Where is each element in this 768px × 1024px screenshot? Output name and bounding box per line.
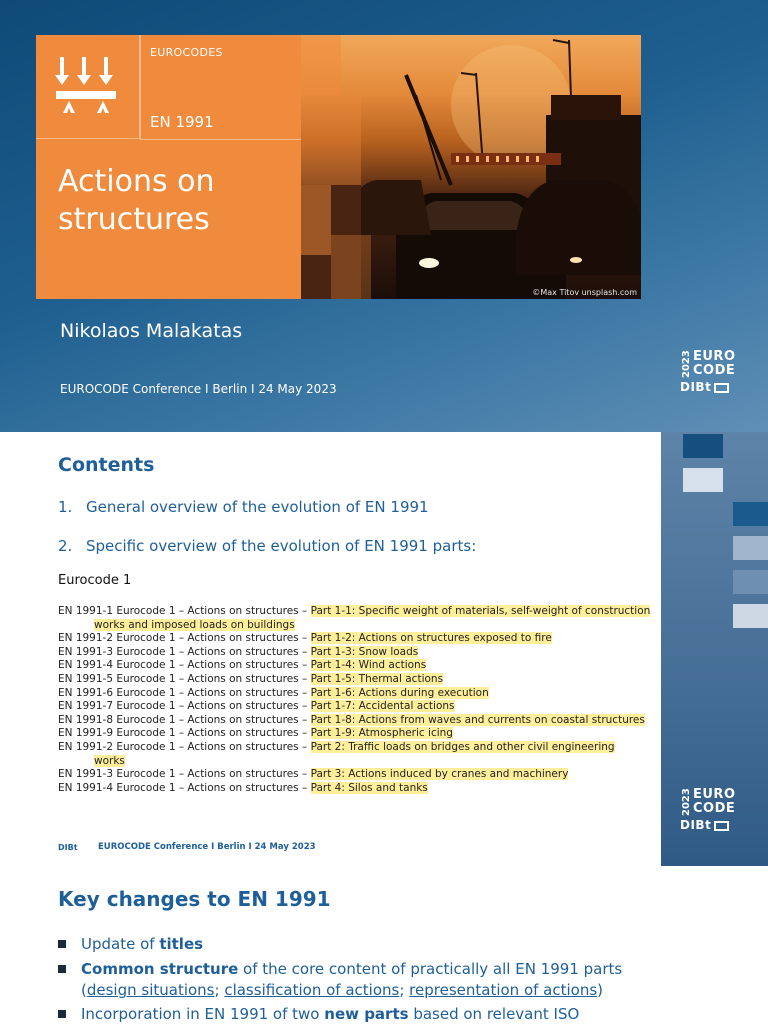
decor-square [733,502,768,526]
cover-graphic [36,35,641,299]
bullet-text: Incorporation in EN 1991 of two [81,1005,325,1023]
logo-year: 2023 [681,350,692,378]
series-label: EUROCODES [150,46,223,59]
toc-text: General overview of the evolution of EN 1991 [86,498,429,516]
bullet-square-icon [58,940,66,948]
part-prefix: EN 1991-5 Eurocode 1 – Actions on structures – [58,672,311,685]
decor-square [733,570,768,594]
part-row [58,632,658,646]
part-title: Part 2: Traffic loads on bridges and other civil engineering [310,740,615,753]
part-prefix: EN 1991-2 Eurocode 1 – Actions on structures – [58,740,311,753]
decor-square [733,536,768,560]
part-row [58,700,658,714]
bullet-bold: Common structure [81,960,239,978]
logo-dibt: DIBt [680,818,712,832]
toc-item [58,498,429,516]
bullet-text: based on relevant ISO [408,1005,580,1023]
footer-conference: EUROCODE Conference I Berlin I 24 May 2023 [98,842,316,852]
part-row [58,768,658,782]
author-name: Nikolaos Malakatas [60,320,243,342]
part-row [58,727,658,741]
parts-list [58,605,658,795]
part-title-cont: works [94,754,125,767]
conference-info: EUROCODE Conference I Berlin I 24 May 2023 [60,382,337,396]
part-prefix: EN 1991-6 Eurocode 1 – Actions on structures – [58,686,311,699]
bullet-bold: new parts [324,1005,409,1023]
bullet-text: ; [214,981,225,999]
part-prefix: EN 1991-4 Eurocode 1 – Actions on structures – [58,781,311,794]
toc-text: Specific overview of the evolution of EN 1991 parts: [86,537,477,555]
logo-year: 2023 [681,788,692,816]
toc-number: 1. [58,498,73,516]
part-row-continued [58,619,658,633]
footer-org: DIBt [58,843,78,852]
bullet-bold: titles [159,935,204,953]
cover-title-line2: structures [58,202,210,237]
bullet-square-icon [58,965,66,973]
part-prefix: EN 1991-3 Eurocode 1 – Actions on structures – [58,645,311,658]
link-representation-of-actions[interactable]: representation of actions [409,981,598,999]
part-prefix: EN 1991-7 Eurocode 1 – Actions on structures – [58,700,311,713]
cover-title [58,163,215,239]
decor-block [301,35,341,95]
bullet-text: of the core content of practically all EN 1991 parts [238,960,623,978]
bullet-item [58,1004,658,1024]
key-changes-slide [0,866,768,1024]
link-design-situations[interactable]: design situations [86,981,215,999]
part-title: Part 1-9: Atmospheric icing [310,727,453,740]
contents-slide [0,432,768,866]
decor-square [683,468,723,492]
part-prefix: EN 1991-9 Eurocode 1 – Actions on structures – [58,727,311,740]
part-title: Part 1-1: Specific weight of materials, self-weight of construction [310,605,651,617]
decor-block [331,235,371,299]
bullet-text: ( [81,981,87,999]
key-changes-title: Key changes to EN 1991 [58,887,331,911]
part-row [58,714,658,728]
part-title: Part 1-6: Actions during execution [310,686,489,699]
cover-title-line1: Actions on [58,164,215,199]
side-panel [661,432,768,866]
logo-code: CODE [693,363,736,378]
part-title: Part 3: Actions induced by cranes and machinery [310,768,569,781]
bullet-text: Update of [81,935,160,953]
part-row [58,673,658,687]
bullet-item [58,959,658,1001]
part-row [58,741,658,755]
eurocode-label: Eurocode 1 [58,573,132,588]
link-classification-of-actions[interactable]: classification of actions [224,981,400,999]
bullet-text: ; [399,981,410,999]
logo-square-icon [714,383,729,393]
logo-dibt: DIBt [680,380,712,394]
logo-euro: EURO [693,349,736,364]
part-title: Part 1-4: Wind actions [310,659,427,672]
eurocodes-logo [36,35,140,139]
title-slide [0,0,768,432]
load-arrows-icon [36,35,140,139]
decor-square [733,604,768,628]
part-prefix: EN 1991-3 Eurocode 1 – Actions on structures – [58,768,311,781]
part-row-continued [58,755,658,769]
decor-block [301,95,361,185]
part-prefix: EN 1991-2 Eurocode 1 – Actions on structures – [58,632,311,645]
part-title: Part 1-5: Thermal actions [310,672,444,685]
part-row [58,605,658,619]
logo-euro: EURO [693,787,736,802]
part-prefix: EN 1991-4 Eurocode 1 – Actions on structures – [58,659,311,672]
part-title: Part 4: Silos and tanks [310,781,428,794]
part-title: Part 1-3: Snow loads [310,645,419,658]
part-row [58,659,658,673]
part-row [58,646,658,660]
contents-title: Contents [58,454,155,476]
eurocode-2023-logo [680,350,736,398]
part-row [58,782,658,796]
standard-number: EN 1991 [150,113,214,131]
decor-block [301,185,331,255]
part-title-cont: works and imposed loads on buildings [94,618,295,631]
eurocode-2023-logo [680,788,736,836]
part-row [58,687,658,701]
orange-title-panel [36,35,301,299]
part-prefix: EN 1991-1 Eurocode 1 – Actions on structures – [58,605,311,617]
part-prefix: EN 1991-8 Eurocode 1 – Actions on structures – [58,713,311,726]
logo-square-icon [714,821,729,831]
logo-code: CODE [693,801,736,816]
bullet-text: ) [597,981,604,999]
bullet-square-icon [58,1010,66,1018]
photo-credit: ©Max Titov unsplash.com [532,288,637,297]
decor-square [683,434,723,458]
part-title: Part 1-7: Accidental actions [310,700,455,713]
toc-item [58,537,476,555]
toc-number: 2. [58,537,73,555]
bullet-item [58,934,658,955]
part-title: Part 1-8: Actions from waves and currents on coastal structures [310,713,645,726]
part-title: Part 1-2: Actions on structures exposed to fire [310,632,552,645]
